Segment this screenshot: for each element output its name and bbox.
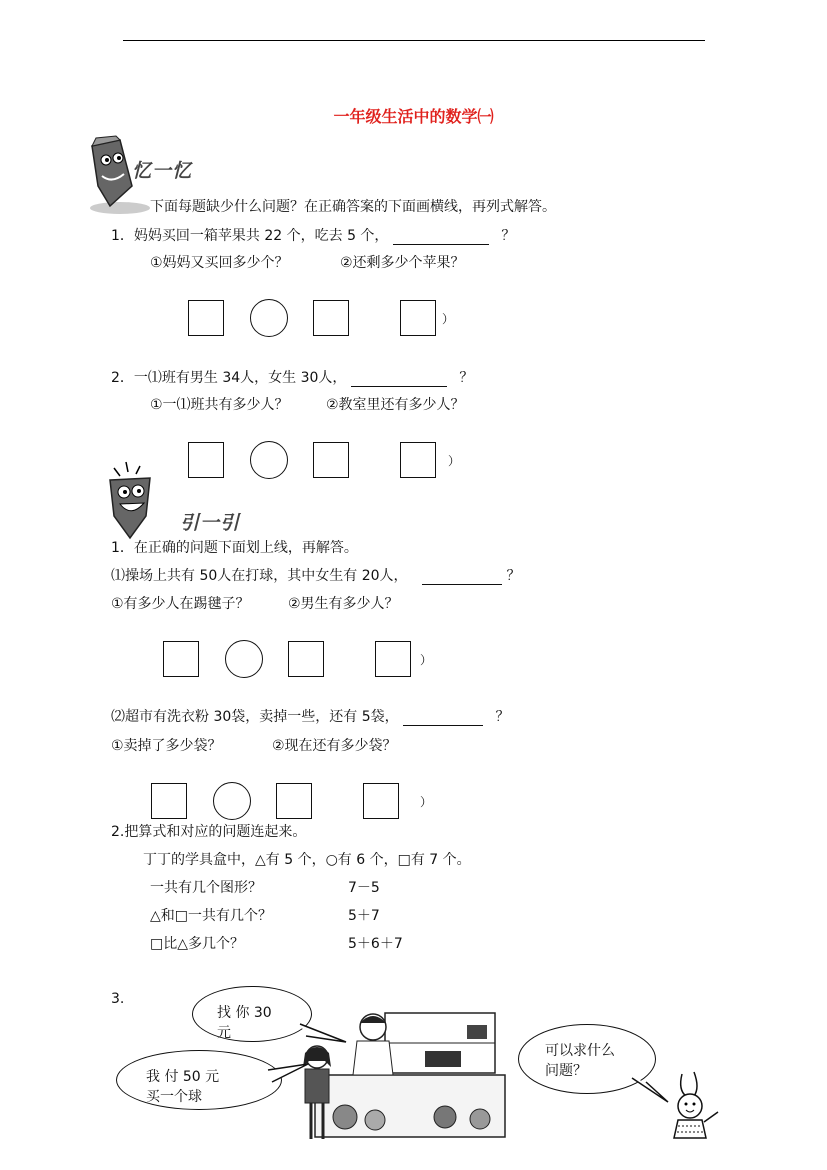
answer-box[interactable] bbox=[400, 300, 436, 336]
section-header-recall: 忆一忆 bbox=[132, 160, 193, 182]
p2-end: ？ bbox=[495, 709, 510, 725]
p2-blank[interactable] bbox=[403, 709, 483, 726]
p1-option-1[interactable]: ①有多少人在踢毽子？ bbox=[111, 596, 250, 612]
section-header-guide: 引一引 bbox=[180, 512, 241, 534]
buyer-line-2: 买一个球 bbox=[146, 1089, 202, 1105]
p2-option-1[interactable]: ①卖掉了多少袋？ bbox=[111, 738, 222, 754]
answer-box[interactable] bbox=[313, 442, 349, 478]
buyer-line-1: 我 付 50 元 bbox=[146, 1069, 220, 1085]
p1-stem: ⑴操场上共有 50人在打球，其中女生有 20人， bbox=[111, 568, 408, 584]
p1-text bbox=[111, 565, 520, 585]
q1-stem: 1．妈妈买回一箱苹果共 22 个，吃去 5 个， bbox=[111, 228, 389, 244]
q2-text bbox=[111, 367, 473, 387]
match-question[interactable]: □比△多几个？ bbox=[150, 936, 244, 952]
answer-box[interactable] bbox=[363, 783, 399, 819]
answer-box[interactable] bbox=[313, 300, 349, 336]
operator-circle[interactable] bbox=[225, 640, 263, 678]
p1-end: ？ bbox=[506, 568, 521, 584]
unit-paren: ） bbox=[448, 454, 461, 468]
crayon-mascot-icon bbox=[100, 460, 170, 540]
q2-stem: 2．一⑴班有男生 34人，女生 30人， bbox=[111, 370, 347, 386]
answer-box[interactable] bbox=[276, 783, 312, 819]
q2-option-2[interactable]: ②教室里还有多少人？ bbox=[326, 397, 465, 413]
s2-q1-title: 1．在正确的问题下面划上线，再解答。 bbox=[111, 540, 358, 556]
q2-blank[interactable] bbox=[351, 370, 447, 387]
rabbit-mascot-icon bbox=[660, 1070, 726, 1146]
answer-box[interactable] bbox=[288, 641, 324, 677]
q1-text bbox=[111, 225, 515, 245]
answer-box[interactable] bbox=[188, 300, 224, 336]
match-question[interactable]: 一共有几个图形？ bbox=[150, 880, 262, 896]
bubble-tail bbox=[268, 1060, 312, 1086]
unit-paren: ） bbox=[420, 795, 433, 809]
s2-q2-title: 2.把算式和对应的问题连起来。 bbox=[111, 824, 307, 840]
q1-end: ？ bbox=[501, 228, 516, 244]
q2-option-1[interactable]: ①一⑴班共有多少人？ bbox=[150, 397, 289, 413]
answer-box[interactable] bbox=[188, 442, 224, 478]
answer-box[interactable] bbox=[163, 641, 199, 677]
p2-text bbox=[111, 706, 510, 726]
seller-line-2 bbox=[217, 1022, 231, 1032]
match-formula[interactable]: 5＋6＋7 bbox=[348, 936, 403, 952]
p1-blank[interactable] bbox=[422, 568, 502, 585]
answer-box[interactable] bbox=[151, 783, 187, 819]
match-formula[interactable]: 7－5 bbox=[348, 880, 380, 896]
p2-stem: ⑵超市有洗衣粉 30袋，卖掉一些，还有 5袋， bbox=[111, 709, 399, 725]
ask-line-2: 问题？ bbox=[545, 1063, 587, 1079]
unit-paren: ） bbox=[420, 653, 433, 667]
p2-option-2[interactable]: ②现在还有多少袋？ bbox=[272, 738, 397, 754]
p1-option-2[interactable]: ②男生有多少人？ bbox=[288, 596, 399, 612]
match-formula[interactable]: 5＋7 bbox=[348, 908, 380, 924]
header-rule bbox=[123, 40, 705, 41]
answer-box[interactable] bbox=[400, 442, 436, 478]
s2-q2-intro: 丁丁的学具盒中，△有 5 个，○有 6 个，□有 7 个。 bbox=[143, 852, 471, 868]
operator-circle[interactable] bbox=[250, 299, 288, 337]
match-question[interactable]: △和□一共有几个？ bbox=[150, 908, 272, 924]
bubble-tail bbox=[300, 1018, 350, 1048]
operator-circle[interactable] bbox=[213, 782, 251, 820]
q1-option-1[interactable]: ①妈妈又买回多少个？ bbox=[150, 255, 289, 271]
q1-blank[interactable] bbox=[393, 228, 489, 245]
page-title: 一年级生活中的数学㈠ bbox=[333, 107, 494, 126]
q3-label: 3. bbox=[111, 991, 125, 1007]
unit-paren: ） bbox=[442, 312, 455, 326]
seller-line-1: 找 你 30 bbox=[217, 1005, 272, 1021]
q2-end: ？ bbox=[459, 370, 474, 386]
operator-circle[interactable] bbox=[250, 441, 288, 479]
answer-box[interactable] bbox=[375, 641, 411, 677]
q1-option-2[interactable]: ②还剩多少个苹果？ bbox=[340, 255, 465, 271]
ask-line-1: 可以求什么 bbox=[545, 1043, 615, 1059]
instruction-text: 下面每题缺少什么问题？在正确答案的下面画横线，再列式解答。 bbox=[150, 199, 556, 215]
